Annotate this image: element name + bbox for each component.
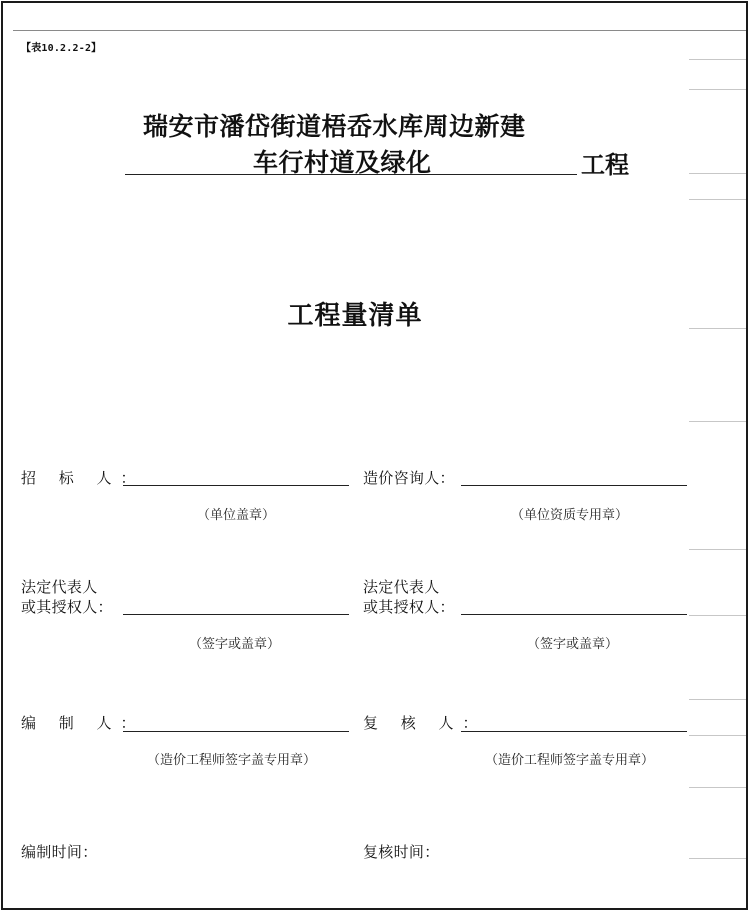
cost-consultant-label: 造价咨询人： bbox=[363, 469, 455, 487]
top-rule bbox=[13, 30, 748, 31]
project-suffix: 工程 bbox=[581, 150, 629, 179]
compiler-note: （造价工程师签字盖专用章） bbox=[147, 753, 317, 768]
project-name-line1: 瑞安市潘岱街道梧岙水库周边新建 bbox=[143, 112, 526, 141]
tenderer-legal-rep-label-2: 或其授权人： bbox=[21, 598, 113, 616]
compiler-label: 编 制 人： bbox=[21, 714, 145, 732]
tenderer-legal-rep-label-1: 法定代表人 bbox=[21, 578, 98, 596]
margin-rule bbox=[689, 549, 748, 550]
tenderer-legal-rep-note: （签字或盖章） bbox=[189, 637, 281, 652]
reviewer-note: （造价工程师签字盖专用章） bbox=[485, 753, 655, 768]
margin-rule bbox=[689, 199, 748, 200]
cost-consultant-note: （单位资质专用章） bbox=[511, 508, 629, 523]
margin-rule bbox=[689, 858, 748, 859]
margin-rule bbox=[689, 89, 748, 90]
consultant-legal-rep-label-1: 法定代表人 bbox=[363, 578, 440, 596]
document-title: 工程量清单 bbox=[287, 301, 423, 331]
review-time-label: 复核时间： bbox=[363, 843, 440, 861]
project-name-line2: 车行村道及绿化 bbox=[253, 148, 432, 177]
tenderer-note: （单位盖章） bbox=[197, 508, 276, 523]
consultant-legal-rep-note: （签字或盖章） bbox=[527, 637, 619, 652]
margin-rule bbox=[689, 735, 748, 736]
reviewer-signature-line[interactable] bbox=[461, 731, 687, 732]
margin-rule bbox=[689, 699, 748, 700]
cost-consultant-signature-line[interactable] bbox=[461, 485, 687, 486]
margin-rule bbox=[689, 421, 748, 422]
margin-rule bbox=[689, 173, 748, 174]
edge-bar bbox=[747, 31, 748, 329]
margin-rule bbox=[689, 615, 748, 616]
tenderer-legal-rep-signature-line[interactable] bbox=[123, 614, 349, 615]
tenderer-label: 招 标 人： bbox=[21, 469, 145, 487]
document-page bbox=[1, 1, 748, 910]
margin-rule bbox=[689, 787, 748, 788]
form-number: 【表10.2.2-2】 bbox=[21, 43, 102, 54]
consultant-legal-rep-signature-line[interactable] bbox=[461, 614, 687, 615]
margin-rule bbox=[689, 59, 748, 60]
compile-time-label: 编制时间： bbox=[21, 843, 98, 861]
reviewer-label: 复 核 人： bbox=[363, 714, 487, 732]
compiler-signature-line[interactable] bbox=[123, 731, 349, 732]
tenderer-signature-line[interactable] bbox=[123, 485, 349, 486]
project-name-underline bbox=[125, 174, 577, 175]
consultant-legal-rep-label-2: 或其授权人： bbox=[363, 598, 455, 616]
